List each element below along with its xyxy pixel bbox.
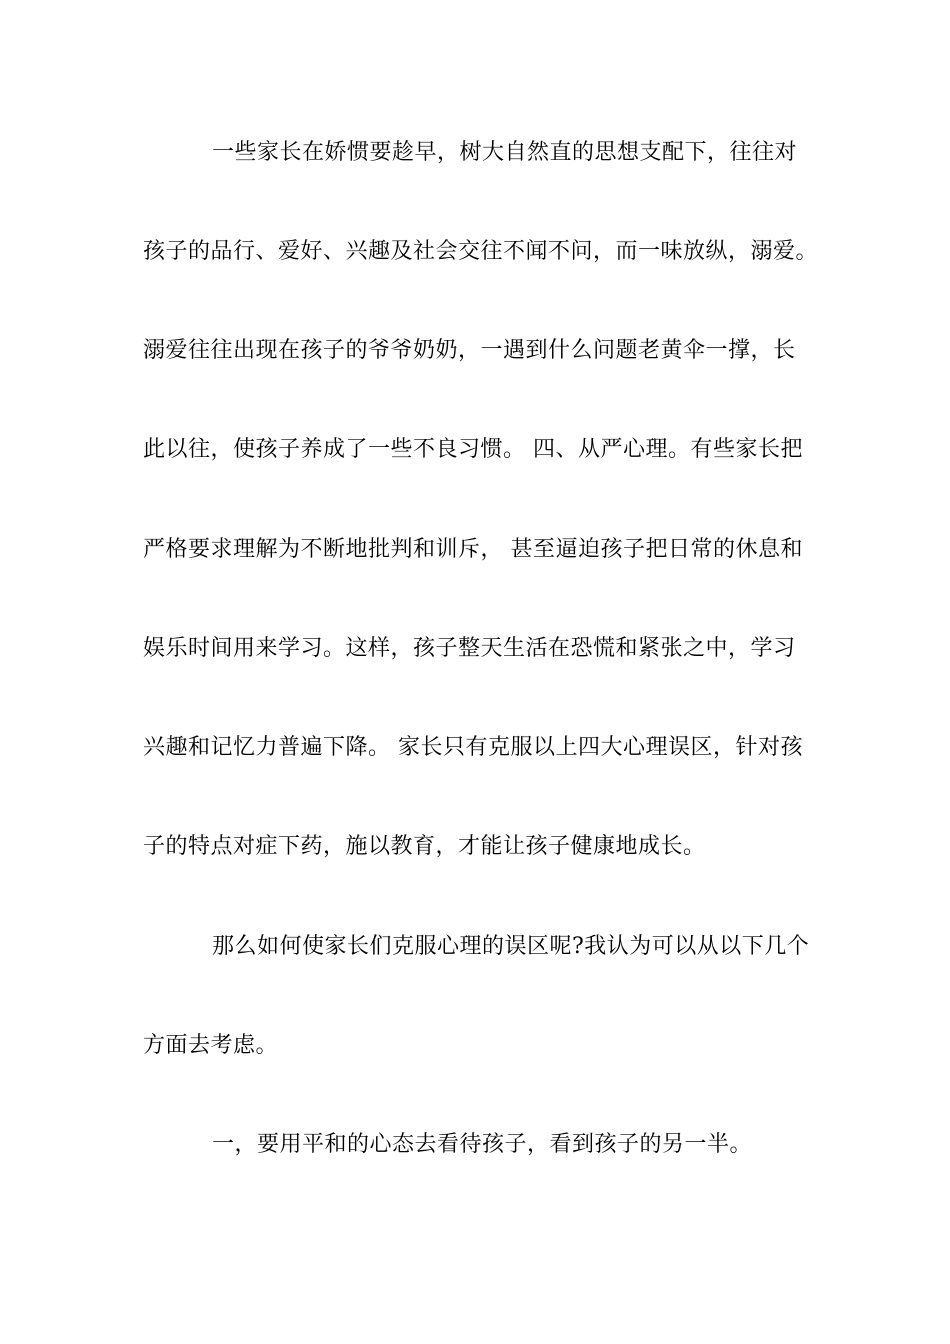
paragraph-line: 子的特点对症下药，施以教育，才能让孩子健康地成长。 (143, 834, 706, 859)
paragraph-line: 严格要求理解为不断地批判和训斥， 甚至逼迫孩子把日常的休息和 (143, 537, 803, 562)
paragraph-line: 那么如何使家长们克服心理的误区呢?我认为可以从以下几个 (212, 934, 810, 959)
paragraph-line: 方面去考虑。 (143, 1033, 279, 1058)
paragraph-line: 娱乐时间用来学习。这样，孩子整天生活在恐慌和紧张之中，学习 (143, 636, 796, 661)
paragraph-line: 此以往，使孩子养成了一些不良习惯。 四、从严心理。有些家长把 (143, 437, 803, 462)
paragraph-line: 一，要用平和的心态去看待孩子，看到孩子的另一半。 (212, 1132, 753, 1157)
paragraph-line: 溺爱往往出现在孩子的爷爷奶奶，一遇到什么问题老黄伞一撑，长 (143, 338, 796, 363)
paragraph-line: 孩子的品行、爱好、兴趣及社会交往不闻不问，而一味放纵，溺爱。 (143, 239, 819, 264)
paragraph-line: 兴趣和记忆力普遍下降。 家长只有克服以上四大心理误区，针对孩 (143, 735, 803, 760)
paragraph-line: 一些家长在娇惯要趁早，树大自然直的思想支配下，往往对 (212, 140, 798, 165)
